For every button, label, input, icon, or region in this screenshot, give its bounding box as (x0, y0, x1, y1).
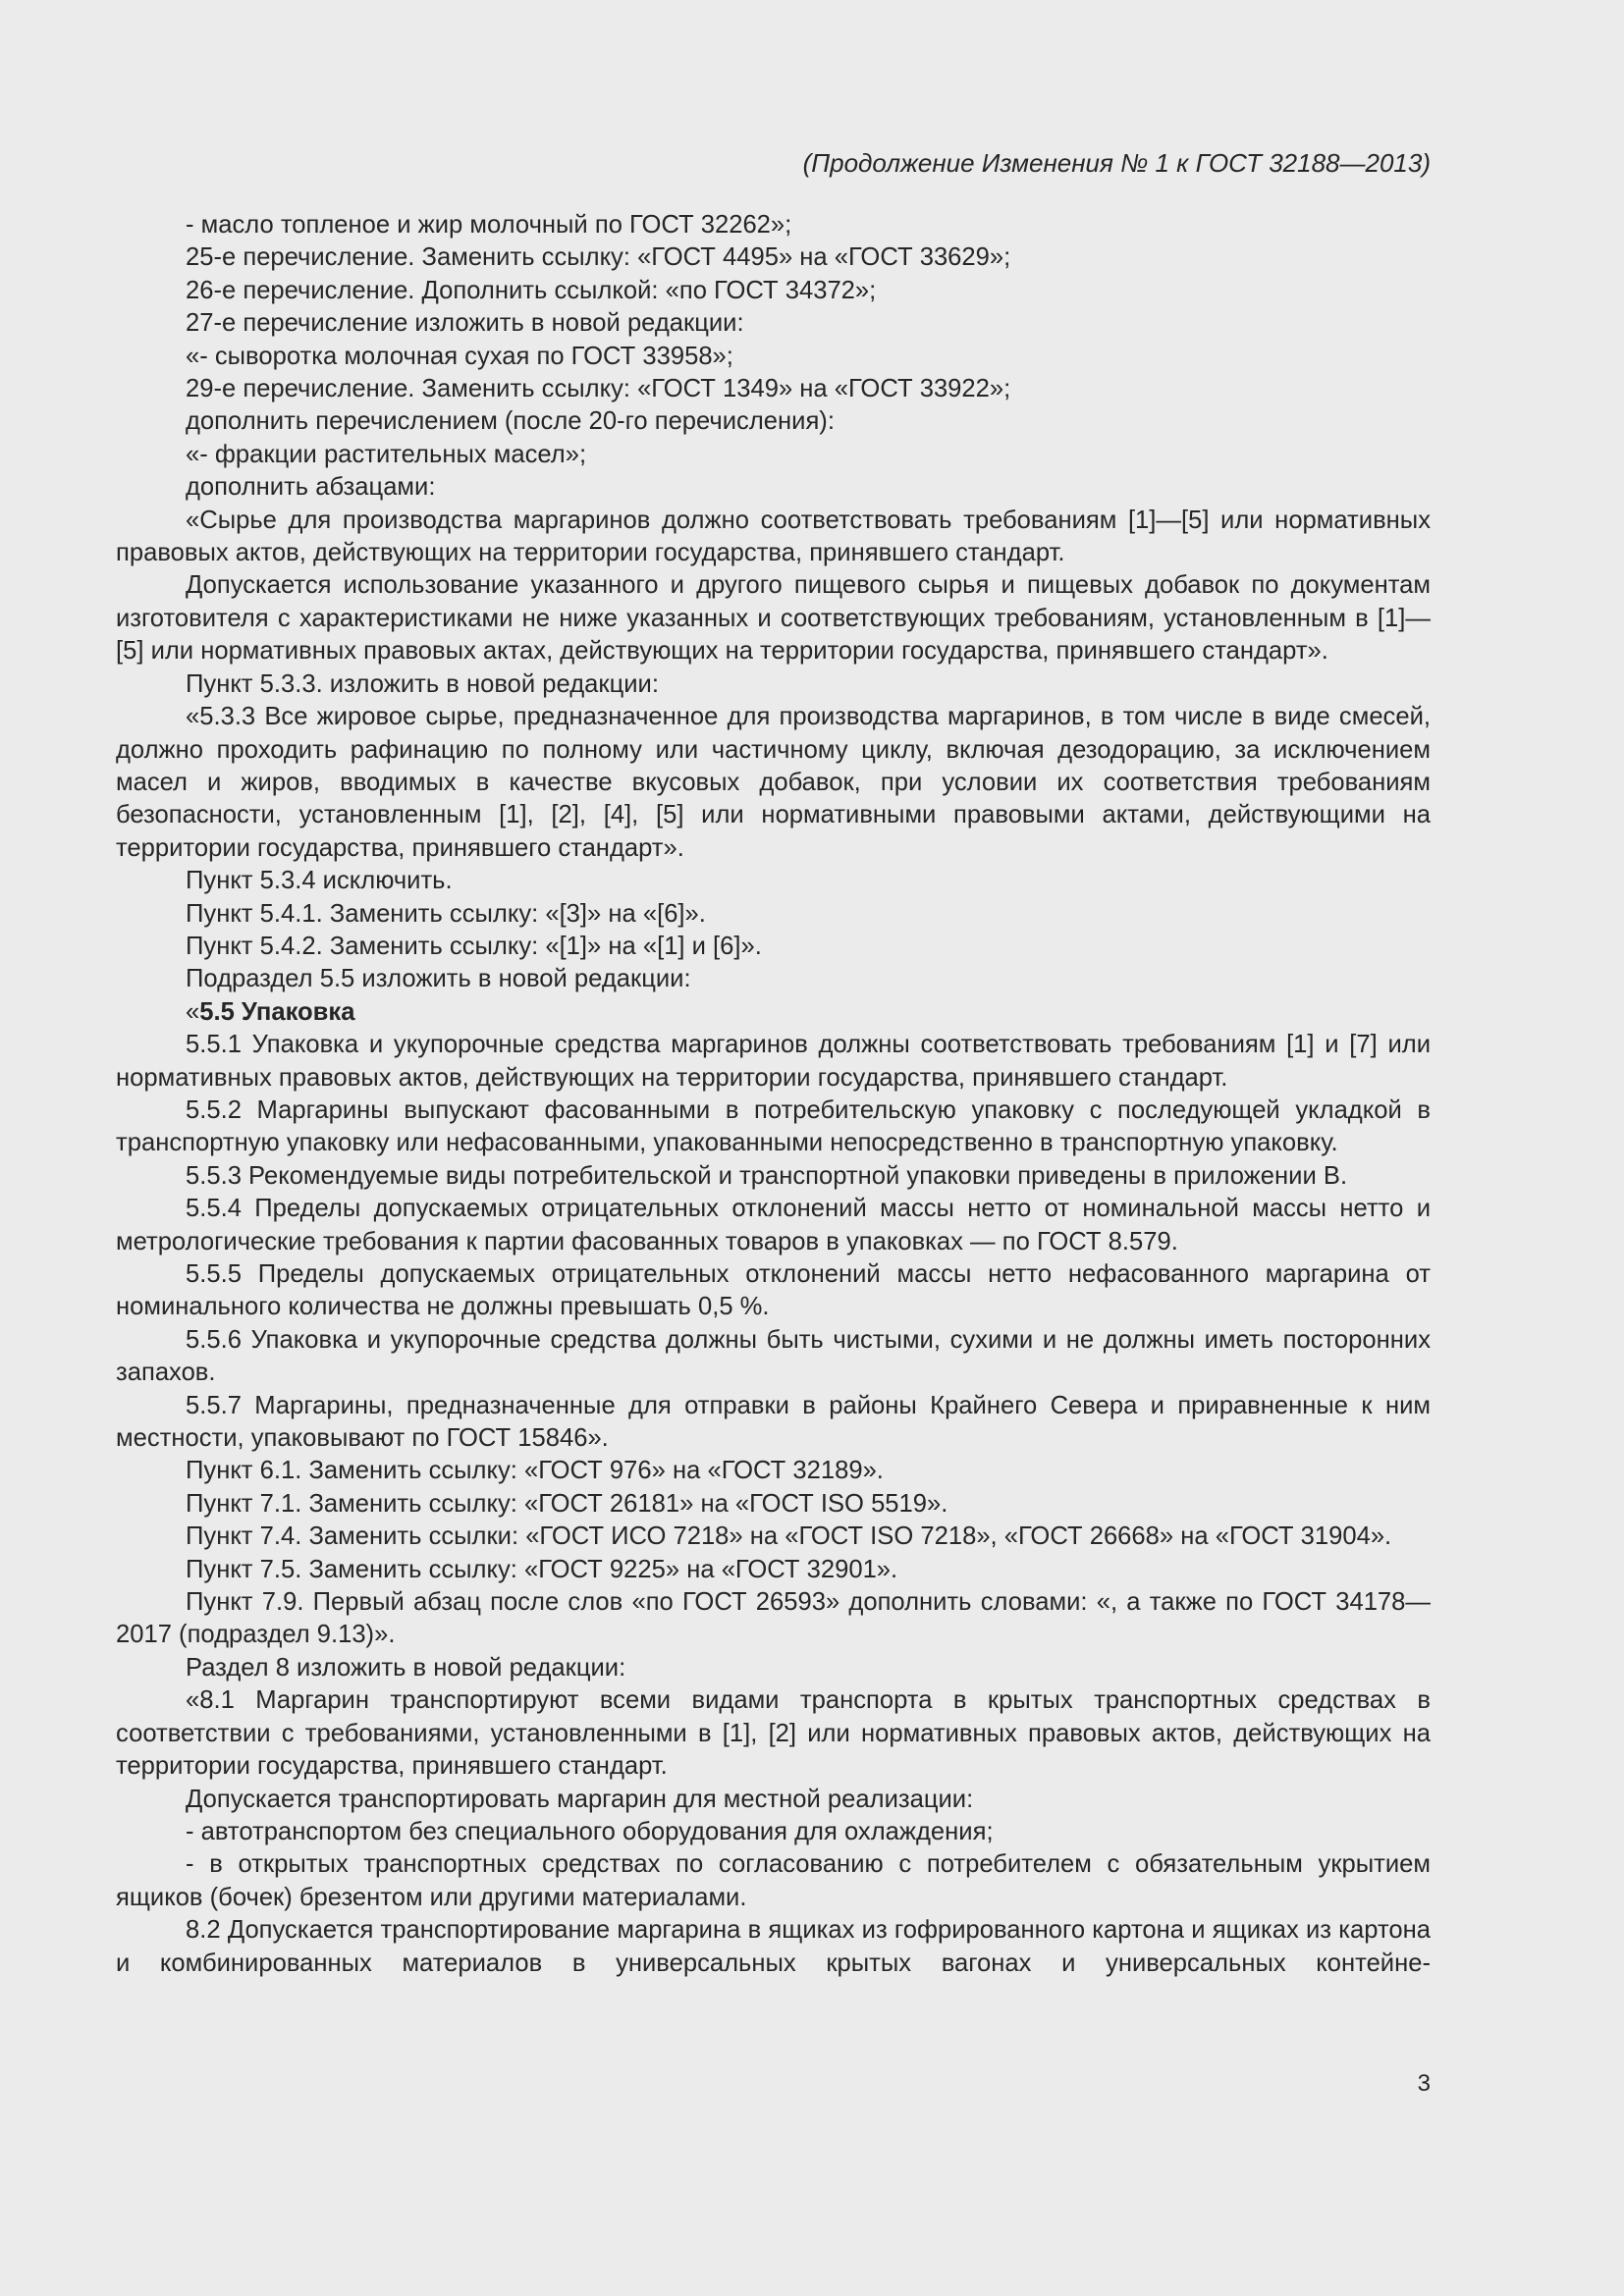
paragraph: дополнить перечислением (после 20-го перечисления): (186, 407, 835, 436)
paragraph: Пункт 7.4. Заменить ссылки: «ГОСТ ИСО 7218» на «ГОСТ ISO 7218», «ГОСТ 26668» на «ГОСТ 31904». (186, 1522, 1392, 1551)
paragraph: Пункт 5.3.3. изложить в новой редакции: (186, 669, 659, 698)
paragraph: Пункт 5.3.4 исключить. (186, 867, 453, 895)
paragraph: «- сыворотка молочная сухая по ГОСТ 33958»; (186, 342, 733, 370)
continuation-header: (Продолжение Изменения № 1 к ГОСТ 32188—2013) (802, 148, 1431, 178)
paragraph: 26-е перечисление. Дополнить ссылкой: «по ГОСТ 34372»; (186, 276, 877, 304)
paragraph: Пункт 6.1. Заменить ссылку: «ГОСТ 976» на «ГОСТ 32189». (186, 1457, 884, 1485)
paragraph: «5.3.3 Все жировое сырье, предназначенное для производства маргаринов, в том числе в виде смесей, должно проходить рафинацию по полному или частичному циклу, включая дезодорацию, за исключением масел и жиров, вводимых в качестве вкусовых добавок, при условии их соответствия требованиям безопасности, установленным [1], [2], [4], [5] или нормативными правовыми актами, действующими на территории государства, принявшего стандарт». (116, 703, 1431, 862)
paragraph: - в открытых транспортных средствах по согласованию с потребителем с обязательным укрытием ящиков (бочек) брезентом или другими материалами. (116, 1850, 1431, 1911)
page-number: 3 (1417, 2070, 1431, 2097)
paragraph: 5.5.5 Пределы допускаемых отрицательных отклонений массы нетто нефасованного маргарина от номинального количества не должны превышать 0,5 %. (116, 1260, 1431, 1321)
heading-title: 5.5 Упаковка (199, 997, 355, 1026)
paragraph: 25-е перечисление. Заменить ссылку: «ГОСТ 4495» на «ГОСТ 33629»; (186, 243, 1011, 272)
paragraph: Пункт 5.4.1. Заменить ссылку: «[3]» на «[6]». (186, 899, 706, 928)
paragraph: 27-е перечисление изложить в новой редакции: (186, 309, 744, 338)
paragraph: 5.5.1 Упаковка и укупорочные средства маргаринов должны соответствовать требованиям [1] и [7] или нормативных правовых актов, действующих на территории государства, принявшего стандарт. (116, 1031, 1431, 1092)
paragraph: 5.5.3 Рекомендуемые виды потребительской и транспортной упаковки приведены в приложении В. (186, 1161, 1348, 1190)
paragraph: Пункт 7.1. Заменить ссылку: «ГОСТ 26181» на «ГОСТ ISO 5519». (186, 1489, 948, 1518)
paragraph: - автотранспортом без специального оборудования для охлаждения; (186, 1817, 994, 1845)
paragraph: 5.5.4 Пределы допускаемых отрицательных отклонений массы нетто от номинальной массы нетто и метрологические требования к партии фасованных товаров в упаковках — по ГОСТ 8.579. (116, 1195, 1431, 1255)
paragraph: Допускается использование указанного и другого пищевого сырья и пищевых добавок по документам изготовителя с характеристиками не ниже указанных и соответствующих требованиям, установленным в [1]—[5] или нормативных правовых актах, действующих на территории государства, принявшего стандарт». (116, 571, 1431, 666)
paragraph: 5.5.2 Маргарины выпускают фасованными в потребительскую упаковку с последующей укладкой в транспортную упаковку или нефасованными, упакованными непосредственно в транспортную упаковку. (116, 1095, 1431, 1157)
paragraph: Раздел 8 изложить в новой редакции: (186, 1653, 626, 1682)
section-heading (116, 996, 1431, 1029)
heading-open-quote: « (186, 997, 200, 1026)
paragraph: 5.5.7 Маргарины, предназначенные для отправки в районы Крайнего Севера и приравненные к ним местности, упаковывают по ГОСТ 15846». (116, 1391, 1431, 1453)
paragraph: - масло топленое и жир молочный по ГОСТ 32262»; (186, 211, 792, 239)
paragraph: Пункт 5.4.2. Заменить ссылку: «[1]» на «[1] и [6]». (186, 932, 762, 960)
paragraph: «Сырье для производства маргаринов должно соответствовать требованиям [1]—[5] или нормативных правовых актов, действующих на территории государства, принявшего стандарт. (116, 506, 1431, 567)
paragraph: 8.2 Допускается транспортирование маргарина в ящиках из гофрированного картона и ящиках из картона и комбинированных материалов в универсальных крытых вагонах и универсальных контейне- (116, 1916, 1431, 1977)
paragraph: 5.5.6 Упаковка и укупорочные средства должны быть чистыми, сухими и не должны иметь посторонних запахов. (116, 1325, 1431, 1387)
paragraph: Пункт 7.9. Первый абзац после слов «по ГОСТ 26593» дополнить словами: «, а также по ГОСТ 34178—2017 (подраздел 9.13)». (116, 1588, 1431, 1649)
paragraph: «8.1 Маргарин транспортируют всеми видами транспорта в крытых транспортных средствах в соответствии с требованиями, установленными в [1], [2] или нормативных правовых актов, действующих на территории государства, принявшего стандарт. (116, 1686, 1431, 1781)
document-body (116, 209, 1431, 1980)
paragraph: Пункт 7.5. Заменить ссылку: «ГОСТ 9225» на «ГОСТ 32901». (186, 1555, 898, 1583)
paragraph: Подраздел 5.5 изложить в новой редакции: (186, 965, 691, 993)
paragraph: 29-е перечисление. Заменить ссылку: «ГОСТ 1349» на «ГОСТ 33922»; (186, 375, 1011, 403)
paragraph: «- фракции растительных масел»; (186, 440, 587, 468)
paragraph: Допускается транспортировать маргарин для местной реализации: (186, 1785, 974, 1813)
paragraph: дополнить абзацами: (186, 473, 436, 502)
